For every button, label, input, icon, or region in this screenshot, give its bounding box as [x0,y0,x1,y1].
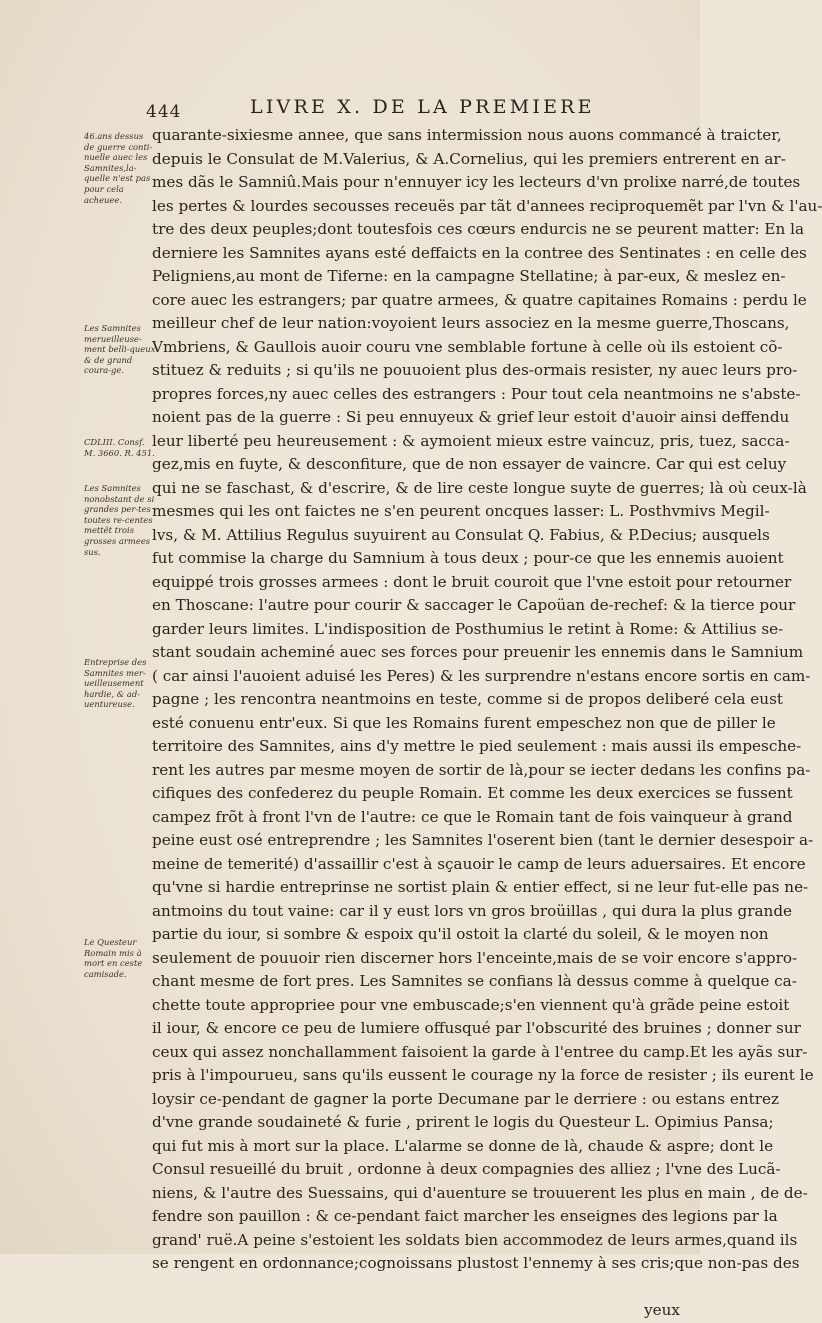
text-line: meilleur chef de leur nation:voyoient leurs associez en la mesme guerre,Thoscans, [152,314,790,332]
text-line: ( car ainsi l'auoient aduisé les Peres) & les surprendre n'estans encore sortis en cam- [152,666,811,685]
text-line: mesmes qui les ont faictes ne s'en peurent oncques lasser: L. Posthvmivs Megil- [152,502,770,520]
margin-note: Le Questeur Romain mis à mort en ceste camisade. [84,937,143,979]
text-line: il iour, & encore ce peu de lumiere offusqué par l'obscurité des bruines ; donner sur [152,1019,801,1037]
margin-note: Entreprise des Samnites mer-ueilleusement hardie, & ad-uentureuse. [84,657,147,710]
text-line: derniere les Samnites ayans esté deffaicts en la contree des Sentinates : en celle des [152,243,807,262]
text-line: grand' ruë.A peine s'estoient les soldats bien accommodez de leurs armes,quand ils [152,1230,798,1249]
text-line: meine de temerité) d'assaillir c'est à sçauoir le camp de leurs aduersaires. Et encore [152,854,806,873]
text-line: quarante-sixiesme annee, que sans intermission nous auons commancé à traicter, [152,126,782,144]
text-line: les pertes & lourdes secousses receuës par tãt d'annees reciproquemẽt par l'vn & l'au- [152,196,822,215]
text-line: stant soudain acheminé auec ses forces pour preuenir les ennemis dans le Samnium [152,643,804,661]
margin-note: 46.ans dessus de guerre conti-nuelle auec les Samnites,la-quelle n'est pas pour cela acheuee. [84,131,153,205]
text-line: gez,mis en fuyte, & desconfiture, que de non essayer de vaincre. Car qui est celuy [152,455,787,473]
text-line: en Thoscane: l'autre pour courir & saccager le Capoüan de-rechef: & la tierce pour [152,596,796,614]
text-line: fut commise la charge du Samnium à tous deux ; pour-ce que les ennemis auoient [152,549,784,567]
text-line: pris à l'impourueu, sans qu'ils eussent le courage ny la force de resister ; ils eurent le [152,1066,814,1084]
text-line: loysir ce-pendant de gagner la porte Decumane par le derriere : ou estans entrez [152,1089,779,1108]
text-line: qui fut mis à mort sur la place. L'alarme se donne de là, chaude & aspre; dont le [152,1136,774,1155]
text-line: chette toute appropriee pour vne embuscade;s'en viennent qu'à grãde peine estoit [152,995,790,1014]
text-line: chant mesme de fort pres. Les Samnites se confians là dessus comme à quelque ca- [152,972,797,990]
text-line: seulement de pouuoir rien discerner hors l'enceinte,mais de se voir encore s'appro- [152,948,798,967]
text-line: core auec les estrangers; par quatre armees, & quatre capitaines Romains : perdu le [152,290,807,309]
text-line: propres forces,ny auec celles des estrangers : Pour tout cela neantmoins ne s'abste- [152,384,801,403]
text-line: fendre son pauillon : & ce-pendant faict marcher les enseignes des legions par la [152,1207,778,1225]
text-line: Peligniens,au mont de Tiferne: en la campagne Stellatine; à par-eux, & meslez en- [152,267,786,285]
text-line: noient pas de la guerre : Si peu ennuyeux & grief leur estoit d'auoir ainsi deffendu [152,408,790,426]
text-line: territoire des Samnites, ains d'y mettre le pied seulement : mais aussi ils empesche- [152,737,802,755]
margin-note: Les Samnites nonobstant de si grandes per-tes toutes re-centes mettẽt trois grosses armees sus. [84,483,155,557]
page-number: 444 [146,102,182,122]
text-line: se rengent en ordonnance;cognoissans plustost l'ennemy à ses cris;que non-pas des [152,1254,800,1272]
text-line [152,1276,680,1300]
text-line: Consul resueillé du bruit , ordonne à deux compagnies des alliez ; l'vne des Lucã- [152,1160,781,1178]
catchword: yeux [644,1301,680,1319]
text-line: Vmbriens, & Gaullois auoir couru vne semblable fortune à celle où ils estoient cõ- [152,337,783,356]
text-line: equippé trois grosses armees : dont le bruit couroit que l'vne estoit pour retourner [152,572,792,591]
text-line: leur liberté peu heureusement : & aymoient mieux estre vaincuz, pris, tuez, sacca- [152,431,790,450]
margin-note: Les Samnites merueilleuse-ment belli-queux & de grand coura-ge. [84,323,156,376]
text-line: esté conuenu entr'eux. Si que les Romains furent empeschez non que de piller le [152,713,776,732]
body-text [152,124,822,1323]
margin-note: CDLIII. Consf. M. 3660. R. 451. [84,437,155,458]
text-line: lvs, & M. Attilius Regulus suyuirent au Consulat Q. Fabius, & P.Decius; ausquels [152,525,770,544]
text-line: pagne ; les rencontra neantmoins en teste, comme si de propos deliberé cela eust [152,690,783,708]
text-line: garder leurs limites. L'indisposition de Posthumius le retint à Rome: & Attilius se- [152,619,784,638]
page-header [140,96,680,124]
running-title: LIVRE X. DE LA PREMIERE [250,96,595,118]
text-line: qui ne se faschast, & d'escrire, & de lire ceste longue suyte de guerres; là où ceux-là [152,478,807,497]
text-line: ceux qui assez nonchallamment faisoient la garde à l'entree du camp.Et les ayãs sur- [152,1042,808,1061]
text-line: stituez & reduits ; si qu'ils ne pouuoient plus des-ormais resister, ny auec leurs pro- [152,361,798,379]
text-line: antmoins du tout vaine: car il y eust lors vn gros broüillas , qui dura la plus grande [152,901,793,920]
text-line: mes dãs le Samniû.Mais pour n'ennuyer icy les lecteurs d'vn prolixe narré,de toutes [152,173,801,191]
text-line: peine eust osé entreprendre ; les Samnites l'oserent bien (tant le dernier desespoir a- [152,831,814,849]
text-line: tre des deux peuples;dont toutesfois ces cœurs endurcis ne se peurent matter: En la [152,220,805,238]
text-line: cifiques des confederez du peuple Romain. Et comme les deux exercices se fussent [152,784,793,802]
text-line: campez frõt à front l'vn de l'autre: ce que le Romain tant de fois vainqueur à grand [152,807,793,826]
text-line: niens, & l'autre des Suessains, qui d'auenture se trouuerent les plus en main , de de- [152,1183,808,1202]
text-line: qu'vne si hardie entreprinse ne sortist plain & entier effect, si ne leur fut-elle pas ne- [152,878,809,896]
text-line: rent les autres par mesme moyen de sortir de là,pour se iecter dedans les confins pa- [152,760,811,779]
text-line: d'vne grande soudaineté & furie , prirent le logis du Questeur L. Opimius Pansa; [152,1113,774,1131]
text-line: depuis le Consulat de M.Valerius, & A.Cornelius, qui les premiers entrerent en ar- [152,149,786,168]
text-line: partie du iour, si sombre & espoix qu'il ostoit la clarté du soleil, & le moyen non [152,925,769,943]
